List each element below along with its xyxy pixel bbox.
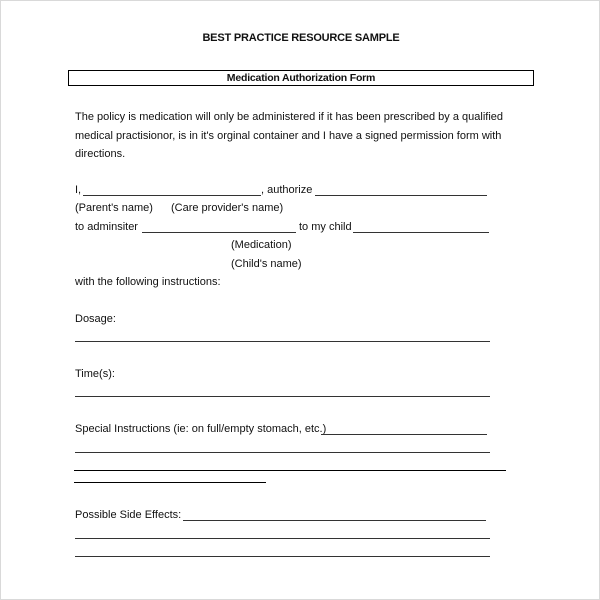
parent-name-caption: (Parent's name) [75, 202, 153, 214]
dosage-field[interactable] [75, 341, 490, 342]
care-provider-name-field[interactable] [315, 195, 487, 196]
instructions-intro: with the following instructions: [75, 276, 221, 288]
child-name-caption: (Child's name) [231, 258, 302, 270]
administer-label: to adminsiter [75, 221, 138, 233]
authorize-label: , authorize [261, 184, 313, 196]
side-effects-field-2[interactable] [75, 538, 490, 539]
side-effects-field-3[interactable] [75, 556, 490, 557]
special-instructions-field-3[interactable] [74, 470, 506, 471]
special-instructions-label: Special Instructions (ie: on full/empty stomach, etc.) [75, 423, 327, 435]
to-child-label: to my child [299, 221, 352, 233]
medication-caption: (Medication) [231, 239, 292, 251]
special-instructions-field-1[interactable] [321, 434, 487, 435]
special-instructions-field-4[interactable] [74, 482, 266, 483]
child-name-field[interactable] [353, 232, 489, 233]
header-title: BEST PRACTICE RESOURCE SAMPLE [202, 32, 400, 44]
special-instructions-field-2[interactable] [75, 452, 490, 453]
side-effects-field-1[interactable] [183, 520, 486, 521]
form-title-box: Medication Authorization Form [68, 70, 534, 86]
policy-paragraph: The policy is medication will only be administered if it has been prescribed by a qualified medical practisionor, is in it's orginal container and I have a signed permission form with directions. [75, 111, 504, 160]
dosage-label: Dosage: [75, 313, 116, 325]
care-provider-caption: (Care provider's name) [171, 202, 284, 214]
times-field[interactable] [75, 396, 490, 397]
parent-name-field[interactable] [83, 195, 261, 196]
times-label: Time(s): [75, 368, 115, 380]
medication-field[interactable] [142, 232, 296, 233]
side-effects-label: Possible Side Effects: [75, 509, 182, 521]
i-prefix: I, [75, 184, 82, 196]
